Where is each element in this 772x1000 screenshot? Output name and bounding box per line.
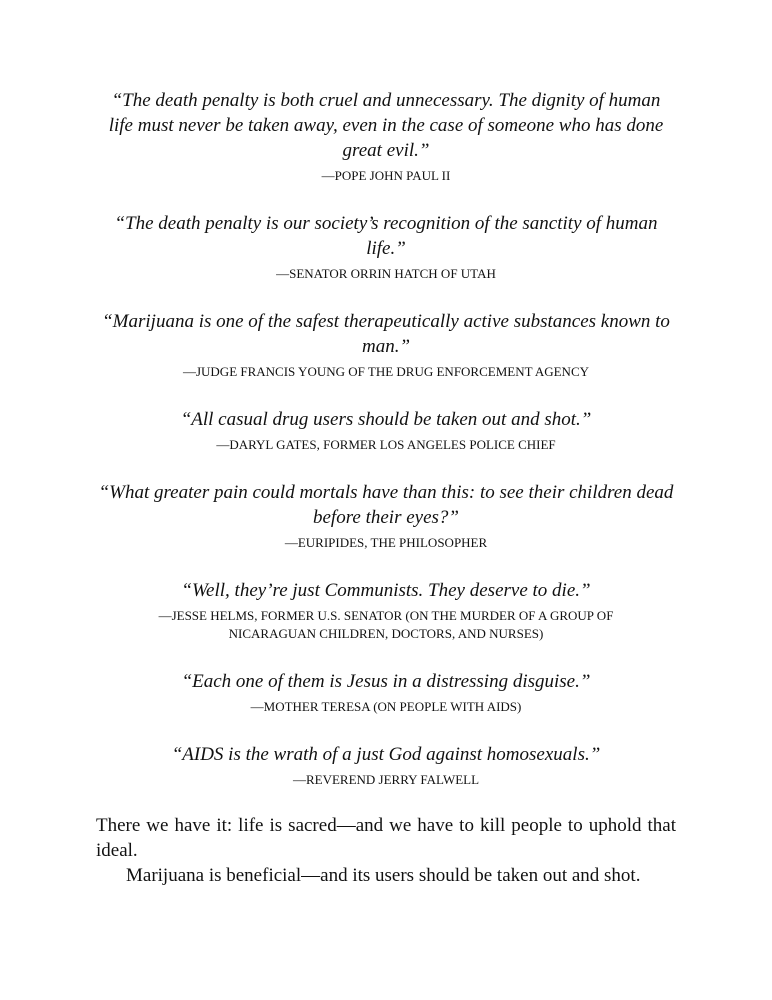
quote-block: [96, 742, 676, 789]
quote-source: —MOTHER TERESA (ON PEOPLE WITH AIDS): [250, 699, 522, 714]
quote-source: —REVEREND JERRY FALWELL: [292, 772, 480, 787]
quote-text: “Each one of them is Jesus in a distressing disguise.”: [181, 671, 591, 692]
quote-source: —JUDGE FRANCIS YOUNG OF THE DRUG ENFORCEMENT AGENCY: [182, 364, 590, 379]
quote-source: —JESSE HELMS, FORMER U.S. SENATOR (ON THE MURDER OF A GROUP OF NICARAGUAN CHILDREN, DOCTORS, AND NURSES): [158, 608, 614, 641]
closing-text: [96, 813, 676, 888]
quote-text: “What greater pain could mortals have than this: to see their children dead before their eyes?”: [98, 482, 674, 528]
quote-text: “The death penalty is our society’s recognition of the sanctity of human life.”: [114, 213, 658, 259]
quote-block: [96, 211, 676, 283]
quote-text: “Marijuana is one of the safest therapeutically active substances known to man.”: [102, 311, 670, 357]
quote-block: [96, 309, 676, 381]
quote-source: —DARYL GATES, FORMER LOS ANGELES POLICE CHIEF: [216, 437, 556, 452]
quote-block: [96, 669, 676, 716]
body-paragraph: Marijuana is beneficial—and its users should be taken out and shot.: [126, 865, 641, 886]
quote-block: [96, 480, 676, 552]
quote-text: “All casual drug users should be taken out and shot.”: [180, 409, 592, 430]
body-paragraph: There we have it: life is sacred—and we have to kill people to uphold that ideal.: [96, 815, 676, 861]
quote-text: “Well, they’re just Communists. They deserve to die.”: [181, 580, 591, 601]
quote-text: “AIDS is the wrath of a just God against homosexuals.”: [171, 744, 601, 765]
quote-block: [96, 578, 676, 643]
quote-text: “The death penalty is both cruel and unnecessary. The dignity of human life must never be taken away, even in the case of someone who has done great evil.”: [108, 90, 664, 161]
quote-source: —SENATOR ORRIN HATCH OF UTAH: [276, 266, 496, 281]
quote-source: —EURIPIDES, THE PHILOSOPHER: [284, 535, 488, 550]
quote-block: [96, 88, 676, 185]
document-page: [96, 88, 676, 888]
quote-source: —POPE JOHN PAUL II: [321, 168, 451, 183]
quote-block: [96, 407, 676, 454]
